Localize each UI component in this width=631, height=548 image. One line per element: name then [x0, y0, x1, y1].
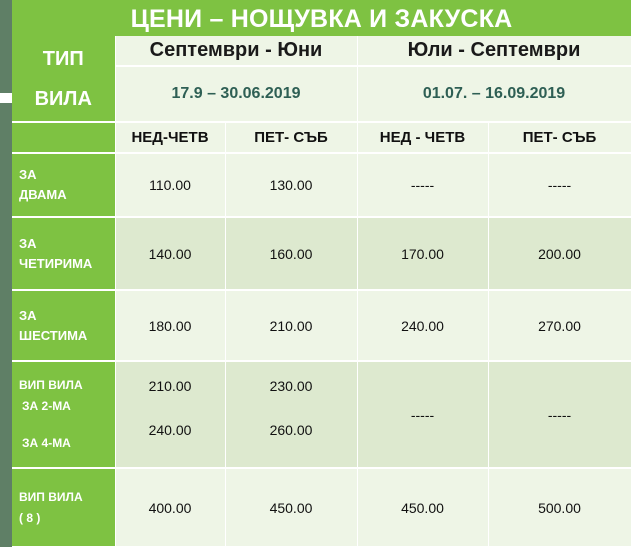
type-header-line1: ТИП [42, 47, 84, 70]
price-cell: 130.00 [225, 153, 357, 217]
price-cell: 400.00 [115, 468, 225, 547]
row-label-line2: ЗА 2-МА [22, 399, 71, 413]
price-cell: 240.00 [148, 421, 192, 438]
price-cell: 210.00 [148, 377, 192, 394]
table-row [12, 290, 631, 361]
row-label-line2: ЧЕТИРИМА [19, 255, 93, 271]
price-cell: 170.00 [357, 217, 488, 290]
type-header [12, 36, 115, 122]
row-label-line2: ( 8 ) [19, 510, 41, 525]
day-header: ПЕТ- СЪБ [488, 122, 631, 153]
price-cell: 180.00 [115, 290, 225, 361]
strip-notch [0, 93, 12, 103]
row-label-line3: ЗА 4-МА [22, 436, 71, 450]
table-row [12, 217, 631, 290]
row-label-line1: ЗА [19, 307, 37, 323]
day-header-blank [12, 122, 115, 153]
table-row [12, 361, 631, 468]
day-header: НЕД - ЧЕТВ [357, 122, 488, 153]
type-header-line2: ВИЛА [34, 87, 92, 110]
price-cell: ----- [357, 361, 488, 468]
row-label-line2: ДВАМА [19, 187, 67, 202]
price-cell: 110.00 [115, 153, 225, 217]
price-cell: 200.00 [488, 217, 631, 290]
season2-dates: 01.07. – 16.09.2019 [357, 66, 631, 122]
price-cell: ----- [357, 153, 488, 217]
row-label-line2: ШЕСТИМА [19, 327, 88, 343]
season1-name: Септември - Юни [115, 36, 357, 66]
price-cell: 160.00 [225, 217, 357, 290]
price-cell: 500.00 [488, 468, 631, 547]
page-title: ЦЕНИ – НОЩУВКА И ЗАКУСКА [12, 0, 631, 36]
table-row [12, 468, 631, 547]
row-label-line1: ЗА [19, 235, 37, 251]
price-cell-pair [225, 361, 357, 468]
row-label-line1: ВИП ВИЛА [19, 378, 83, 392]
row-label [12, 468, 115, 547]
row-label [12, 290, 115, 361]
day-header: НЕД-ЧЕТВ [115, 122, 225, 153]
season2-name: Юли - Септември [357, 36, 631, 66]
price-cell: 140.00 [115, 217, 225, 290]
price-cell: ----- [488, 361, 631, 468]
price-cell-pair [115, 361, 225, 468]
price-cell: ----- [488, 153, 631, 217]
row-label [12, 217, 115, 290]
row-label-line1: ВИП ВИЛА [19, 489, 83, 504]
price-cell: 210.00 [225, 290, 357, 361]
price-cell: 240.00 [357, 290, 488, 361]
price-cell: 270.00 [488, 290, 631, 361]
season1-dates: 17.9 – 30.06.2019 [115, 66, 357, 122]
price-cell: 230.00 [269, 377, 313, 394]
price-cell: 450.00 [225, 468, 357, 547]
row-label [12, 153, 115, 217]
price-table [12, 36, 631, 548]
row-label-line1: ЗА [19, 167, 37, 182]
left-accent-strip [0, 0, 12, 547]
row-label [12, 361, 115, 468]
day-header: ПЕТ- СЪБ [225, 122, 357, 153]
price-cell: 260.00 [269, 421, 313, 438]
price-cell: 450.00 [357, 468, 488, 547]
table-row [12, 153, 631, 217]
